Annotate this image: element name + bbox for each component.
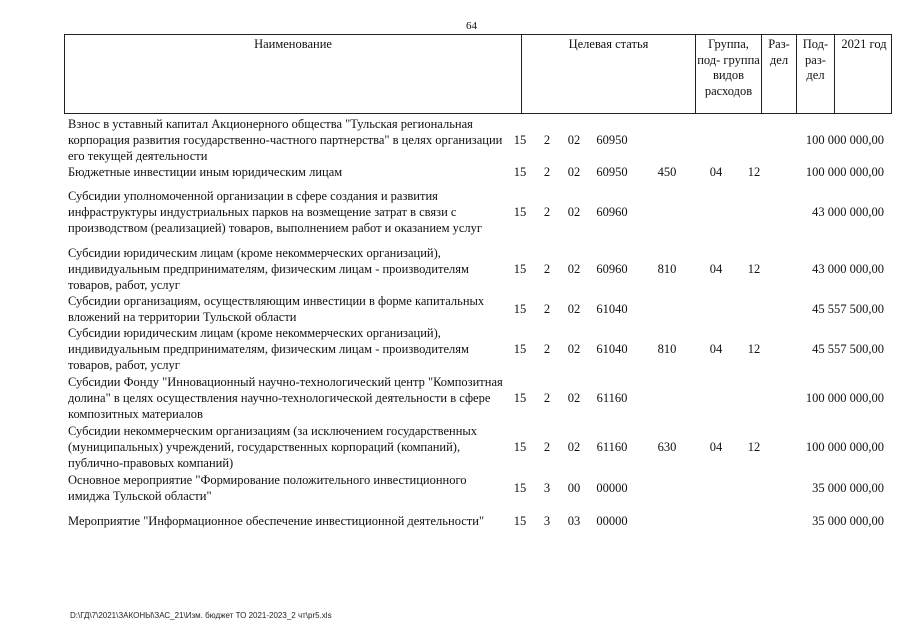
row-cs1: 15 bbox=[513, 262, 527, 276]
table-row bbox=[0, 325, 905, 373]
row-subsection bbox=[738, 472, 770, 504]
row-amount: 45 557 500,00 bbox=[812, 342, 884, 356]
row-subsection: 12 bbox=[747, 342, 761, 356]
table-row bbox=[0, 423, 905, 471]
row-group bbox=[642, 116, 692, 164]
header-name: Наименование bbox=[254, 37, 332, 51]
row-amount: 100 000 000,00 bbox=[805, 165, 884, 179]
row-group bbox=[642, 513, 692, 529]
header-section: Раз- дел bbox=[761, 35, 796, 113]
row-cs1: 15 bbox=[513, 514, 527, 528]
row-subsection bbox=[738, 374, 770, 422]
row-subsection bbox=[738, 293, 770, 325]
row-group bbox=[642, 188, 692, 236]
row-amount: 43 000 000,00 bbox=[812, 262, 884, 276]
row-cs3: 02 bbox=[567, 391, 581, 405]
row-cs1: 15 bbox=[513, 481, 527, 495]
row-amount: 35 000 000,00 bbox=[812, 481, 884, 495]
row-cs4: 61040 bbox=[596, 302, 628, 316]
row-group bbox=[642, 374, 692, 422]
row-cs4: 61040 bbox=[596, 342, 628, 356]
row-cs2: 2 bbox=[543, 302, 551, 316]
row-subsection bbox=[738, 116, 770, 164]
row-cs3: 02 bbox=[567, 302, 581, 316]
row-subsection: 12 bbox=[747, 165, 761, 179]
row-cs3: 02 bbox=[567, 165, 581, 179]
table-row bbox=[0, 245, 905, 293]
row-name: Мероприятие "Информационное обеспечение инвестиционной деятельности" bbox=[68, 514, 485, 528]
row-section bbox=[700, 374, 732, 422]
row-section: 04 bbox=[709, 342, 723, 356]
row-cs4: 00000 bbox=[596, 514, 628, 528]
row-cs3: 02 bbox=[567, 440, 581, 454]
row-cs2: 2 bbox=[543, 165, 551, 179]
table-row bbox=[0, 188, 905, 236]
row-cs2: 3 bbox=[543, 514, 551, 528]
row-section bbox=[700, 472, 732, 504]
table-row bbox=[0, 116, 905, 164]
row-name: Субсидии организациям, осуществляющим инвестиции в форме капитальных вложений на территории Тульской области bbox=[68, 294, 485, 324]
row-group: 810 bbox=[657, 342, 677, 356]
row-cs2: 2 bbox=[543, 205, 551, 219]
row-cs3: 02 bbox=[567, 133, 581, 147]
row-cs1: 15 bbox=[513, 165, 527, 179]
row-cs3: 00 bbox=[567, 481, 581, 495]
row-section: 04 bbox=[709, 262, 723, 276]
row-cs1: 15 bbox=[513, 440, 527, 454]
row-cs2: 2 bbox=[543, 342, 551, 356]
row-name: Взнос в уставный капитал Акционерного общества "Тульская региональная корпорация развития государственно-частного партнерства" в целях организации его текущей деятельности bbox=[68, 117, 503, 163]
table-row bbox=[0, 513, 905, 529]
row-subsection bbox=[738, 513, 770, 529]
row-cs4: 00000 bbox=[596, 481, 628, 495]
row-amount: 43 000 000,00 bbox=[812, 205, 884, 219]
row-cs2: 3 bbox=[543, 481, 551, 495]
row-name: Субсидии юридическим лицам (кроме некоммерческих организаций), индивидуальным предпринимателям, физическим лицам - производителям товаров, работ, услуг bbox=[68, 246, 469, 292]
row-amount: 100 000 000,00 bbox=[805, 133, 884, 147]
row-group bbox=[642, 472, 692, 504]
row-cs1: 15 bbox=[513, 342, 527, 356]
row-amount: 45 557 500,00 bbox=[812, 302, 884, 316]
row-name: Субсидии Фонду "Инновационный научно-технологический центр "Композитная долина" в целях осуществления научно-технологической деятельности в сфере композитных материалов bbox=[68, 375, 503, 421]
row-name: Бюджетные инвестиции иным юридическим лицам bbox=[68, 165, 343, 179]
row-name: Субсидии некоммерческим организациям (за исключением государственных (муниципальных) учреждений, государственных корпораций (компаний), публично-правовых компаний) bbox=[68, 424, 478, 470]
row-amount: 35 000 000,00 bbox=[812, 514, 884, 528]
row-cs2: 2 bbox=[543, 440, 551, 454]
row-section: 04 bbox=[709, 440, 723, 454]
row-amount: 100 000 000,00 bbox=[805, 391, 884, 405]
row-group: 630 bbox=[657, 440, 677, 454]
row-amount: 100 000 000,00 bbox=[805, 440, 884, 454]
row-cs3: 02 bbox=[567, 262, 581, 276]
row-cs4: 60950 bbox=[596, 133, 628, 147]
table-row bbox=[0, 293, 905, 325]
row-cs4: 60960 bbox=[596, 262, 628, 276]
row-cs1: 15 bbox=[513, 391, 527, 405]
table-row bbox=[0, 374, 905, 422]
row-cs3: 02 bbox=[567, 342, 581, 356]
page-number: 64 bbox=[466, 20, 477, 32]
row-section bbox=[700, 116, 732, 164]
row-subsection: 12 bbox=[747, 262, 761, 276]
row-name: Субсидии уполномоченной организации в сфере создания и развития инфраструктуры индустриальных парков на возмещение затрат в связи с производством (реализацией) товаров, выполнением работ и оказанием услуг bbox=[68, 189, 483, 235]
row-cs2: 2 bbox=[543, 133, 551, 147]
header-expense-group: Группа, под- группа видов расходов bbox=[695, 35, 761, 113]
row-group: 450 bbox=[657, 165, 677, 179]
row-cs2: 2 bbox=[543, 391, 551, 405]
row-section bbox=[700, 188, 732, 236]
row-cs4: 61160 bbox=[596, 391, 628, 405]
file-path-footer: D:\ГД\7\2021\ЗАКОНЫ\ЗАС_21\Изм. бюджет ТО 2021-2023_2 чт\pr5.xls bbox=[70, 611, 332, 620]
header-year: 2021 год bbox=[834, 35, 893, 113]
header-subsection: Под- раз- дел bbox=[796, 35, 834, 113]
row-name: Субсидии юридическим лицам (кроме некоммерческих организаций), индивидуальным предпринимателям, физическим лицам - производителям товаров, работ, услуг bbox=[68, 326, 469, 372]
row-cs3: 03 bbox=[567, 514, 581, 528]
row-subsection bbox=[738, 188, 770, 236]
row-section bbox=[700, 293, 732, 325]
row-cs1: 15 bbox=[513, 133, 527, 147]
table-header bbox=[64, 34, 892, 114]
row-name: Основное мероприятие "Формирование положительного инвестиционного имиджа Тульской области" bbox=[68, 473, 467, 503]
row-cs4: 60950 bbox=[596, 165, 628, 179]
row-group bbox=[642, 293, 692, 325]
row-group: 810 bbox=[657, 262, 677, 276]
row-cs4: 60960 bbox=[596, 205, 628, 219]
row-subsection: 12 bbox=[747, 440, 761, 454]
row-cs3: 02 bbox=[567, 205, 581, 219]
row-section: 04 bbox=[709, 165, 723, 179]
row-section bbox=[700, 513, 732, 529]
row-cs2: 2 bbox=[543, 262, 551, 276]
row-cs4: 61160 bbox=[596, 440, 628, 454]
row-cs1: 15 bbox=[513, 205, 527, 219]
row-cs1: 15 bbox=[513, 302, 527, 316]
header-target-article: Целевая статья bbox=[521, 35, 695, 113]
table-row bbox=[0, 164, 905, 180]
table-row bbox=[0, 472, 905, 504]
